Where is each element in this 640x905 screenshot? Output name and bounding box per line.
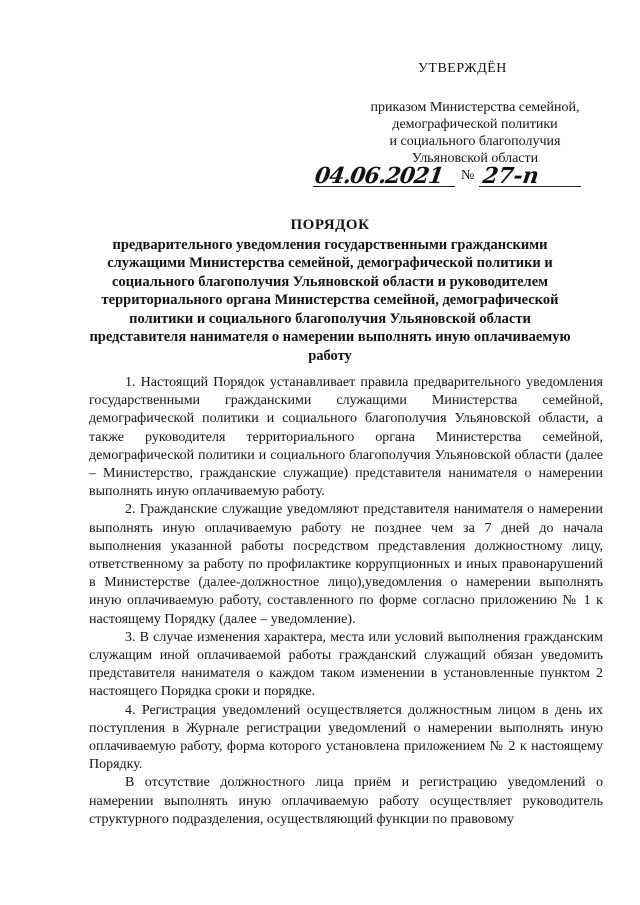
approval-heading: УТВЕРЖДЁН — [418, 61, 507, 76]
approval-line: приказом Министерства семейной, — [370, 100, 580, 115]
paragraph: 1. Настоящий Порядок устанавливает правила предварительного уведомления государственными гражданскими служащими Министерства семейной, демографической политики и социального благополучия Ульяновской области, а также руководителя территориального органа Министерства семейной, демографической политики и социального благополучия Ульяновской области (далее – Министерство, гражданские служащие) представителя нанимателя о намерении выполнять иную оплачиваемую работу. — [89, 375, 603, 500]
document-title — [80, 216, 580, 365]
order-date-number-line — [313, 165, 581, 189]
title-main: ПОРЯДОК — [290, 217, 370, 233]
document-body — [89, 374, 603, 829]
handwritten-date: 04.06.2021 — [313, 163, 445, 189]
paragraph: 4. Регистрация уведомлений осуществляется должностным лицом в день их поступления в Журнале регистрации уведомлений о намерении выполнять иную оплачиваемую работу, форма которого установлена приложением № 2 к настоящему Порядку. — [89, 702, 603, 773]
approval-block — [350, 60, 600, 167]
approval-line: демографической политики — [392, 117, 558, 132]
approval-line: Ульяновской области — [411, 151, 539, 166]
number-sign: № — [461, 168, 475, 183]
title-subtitle: предварительного уведомления государственными гражданскими служащими Министерства семейной, демографической политики и социального благополучия Ульяновской области и руководителем территориального органа Министерства семейной, демографической политики и социального благополучия Ульяновской области представителя нанимателя о намерении выполнять иную оплачиваемую работу — [89, 236, 571, 364]
date-underline — [313, 186, 455, 187]
paragraph: 3. В случае изменения характера, места или условий выполнения гражданским служащим иной оплачиваемой работы гражданский служащий обязан уведомить представителя нанимателя о каждом таком изменении в установленные пунктом 2 настоящего Порядка сроки и порядке. — [89, 629, 603, 700]
paragraph: 2. Гражданские служащие уведомляют представителя нанимателя о намерении выполнять иную оплачиваемую работу не позднее чем за 7 дней до начала выполнения указанной работы посредством представления должностному лицу, ответственному за работу по профилактике коррупционных и иных правонарушений в Министерстве (далее-должностное лицо),уведомления о намерении выполнять иную оплачиваемую работу, составленного по форме согласно приложению № 1 к настоящему Порядку (далее – уведомление). — [89, 502, 603, 627]
handwritten-order-number: 27-п — [481, 163, 541, 189]
approval-line: и социального благополучия — [389, 134, 561, 149]
number-underline — [479, 186, 581, 187]
paragraph: В отсутствие должностного лица приём и регистрацию уведомлений о намерении выполнять иную оплачиваемую работу осуществляет руководитель структурного подразделения, осуществляющий функции по правовому — [89, 775, 603, 827]
